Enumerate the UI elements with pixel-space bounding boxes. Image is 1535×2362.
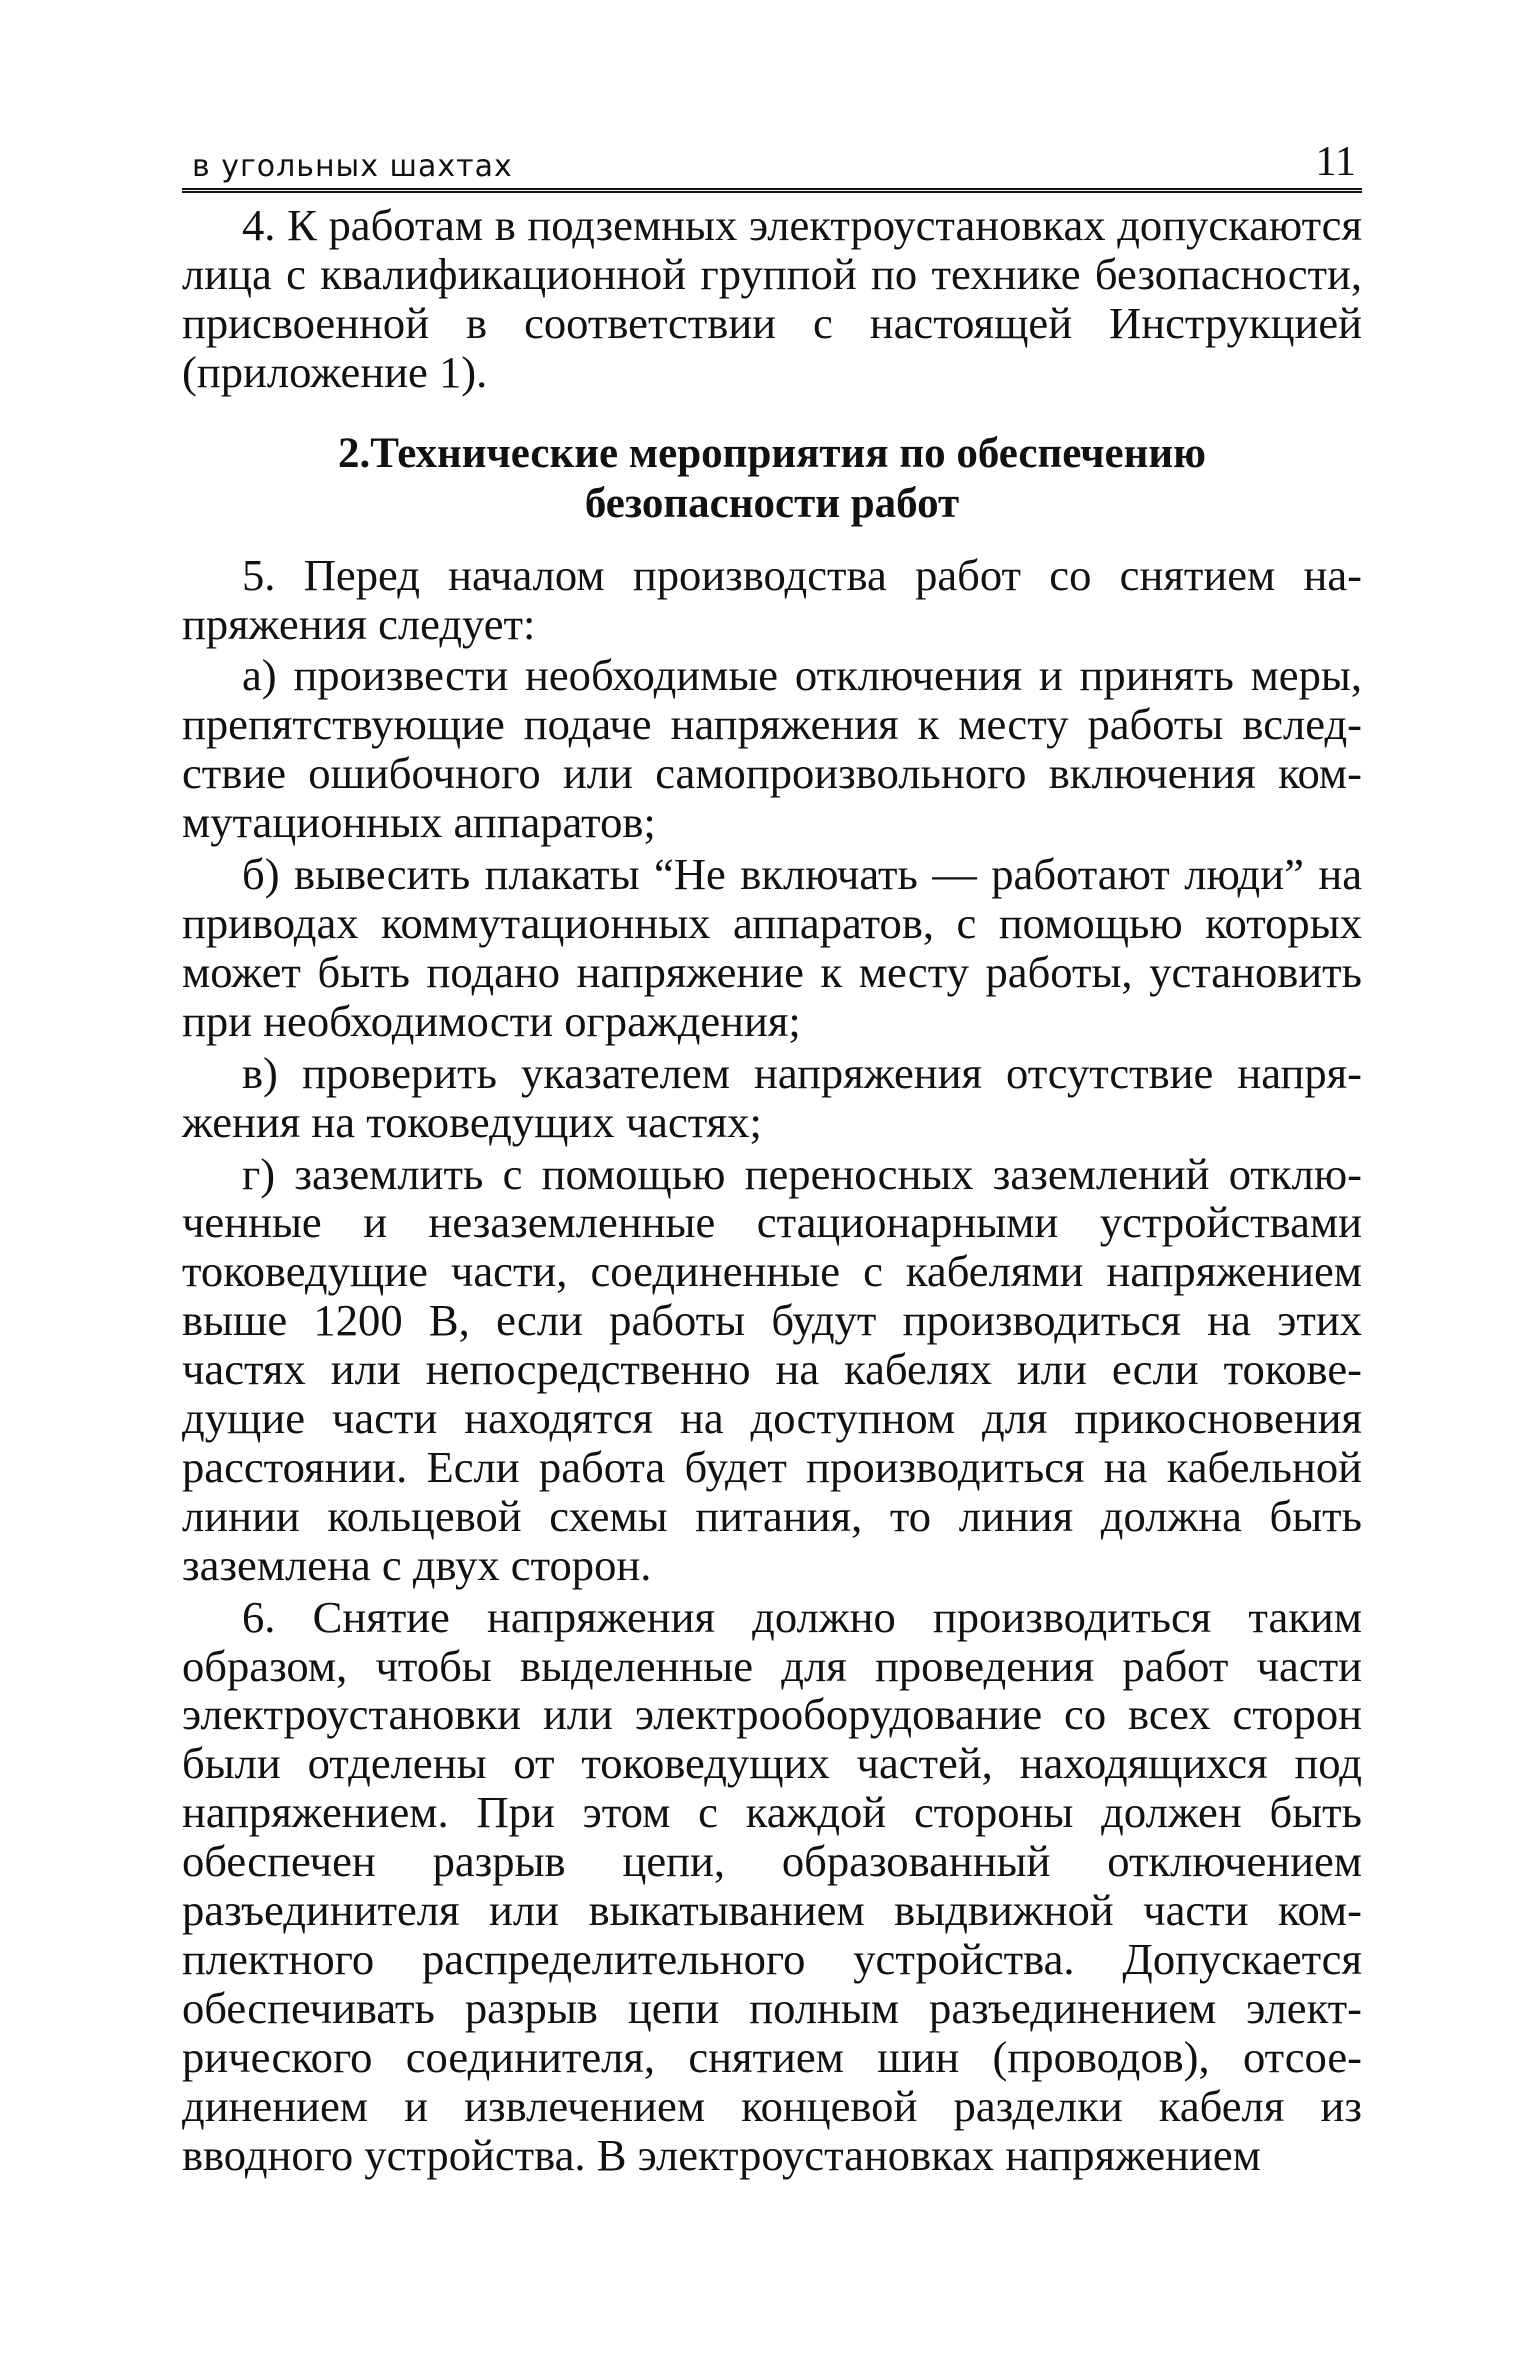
- book-page: [182, 130, 1362, 2180]
- section-heading: [182, 429, 1362, 529]
- paragraph-5d: г) заземлить с помощью переносных заземлений отключенные и незаземленные стационарными устройствами токоведущие части, соединенные с кабелями напряжением выше 1200 В, если работы будут производиться на этих частях или непосредственно на кабелях или если токоведущие части находятся на доступном для прикосновения расстоянии. Если работа будет производиться на кабельной линии кольцевой схемы питания, то линия должна быть заземлена с двух сторон.: [182, 1148, 1362, 1590]
- paragraph-5c: в) проверить указателем напряжения отсутствие напряжения на токоведущих частях;: [182, 1047, 1362, 1147]
- running-title: в угольных шахтах: [192, 149, 513, 184]
- page-number: 11: [1315, 139, 1356, 185]
- section-heading-line-2: безопасности работ: [584, 479, 960, 527]
- running-header: [182, 130, 1362, 193]
- paragraph-5a: а) произвести необходимые отключения и принять меры, препятствующие подаче напряжения к месту работы вследствие ошибочного или самопроизвольного включения коммутационных аппаратов;: [182, 650, 1362, 848]
- paragraph-6: 6. Снятие напряжения должно производиться таким образом, чтобы выделенные для проведения работ части электроустановки или электрооборудование со всех сторон были отделены от токоведущих частей, находящихся под напряжением. При этом с каждой стороны должен быть обеспечен разрыв цепи, образованный отключением разъединителя или выкатыванием выдвижной части комплектного распределительного устройства. Допускается обеспечивать разрыв цепи полным разъединением электрического соединителя, снятием шин (проводов), отсоединением и извлечением концевой разделки кабеля из вводного устройства. В электроустановках напряжением: [182, 1591, 1362, 2180]
- paragraph-4: 4. К работам в подземных электроустановках допускаются лица с квалификационной группой по технике безопасности, присвоенной в соответствии с настоящей Инструкцией (приложение 1).: [182, 200, 1362, 397]
- paragraph-5b: б) вывесить плакаты “Не включать — работают люди” на приводах коммутационных аппаратов, с помощью которых может быть подано напряжение к месту работы, установить при необходимости ограждения;: [182, 849, 1362, 1046]
- section-heading-line-1: 2.Технические мероприятия по обеспечению: [337, 429, 1207, 477]
- paragraph-5: 5. Перед началом производства работ со снятием напряжения следует:: [182, 549, 1362, 649]
- page-body: [182, 201, 1362, 2180]
